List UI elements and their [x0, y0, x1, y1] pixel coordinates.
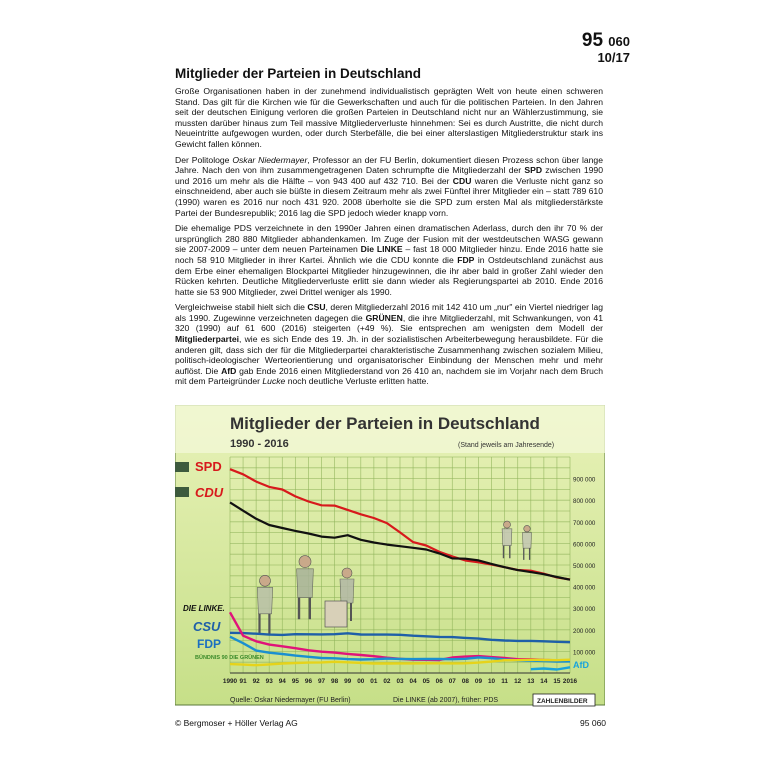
- label-marker-cdu: [175, 487, 189, 497]
- x-tick-label: 09: [474, 678, 483, 685]
- x-tick-label: 05: [422, 678, 430, 685]
- x-tick-label: 15: [553, 678, 561, 685]
- figure-body: [502, 529, 512, 546]
- issue-number: 10/17: [597, 50, 630, 65]
- x-tick-label: 10: [487, 678, 496, 685]
- figure-head: [504, 521, 511, 528]
- page-number-block: [582, 30, 630, 65]
- figure-head: [342, 568, 352, 578]
- y-tick-label: 800 000: [573, 498, 596, 506]
- y-tick-label: 600 000: [573, 541, 596, 549]
- x-tick-label: 00: [357, 678, 365, 685]
- y-tick-label: 700 000: [573, 519, 596, 527]
- paragraph-3: Die ehemalige PDS verzeichnete in den 1990er Jahren einen dramatischen Aderlass, durch den ihr 70 % der ursprünglich 280 880 Mitglieder abhandenkamen. Im Zuge der Fusion mit der westdeutschen WASG gewann sie 2007-2009 – unter dem neuen Parteinamen Die LINKE – fast 18 000 Mitglieder hinzu. Ende 2016 hatte sie noch 58 910 Mitglieder in ihrer Kartei. Ähnlich wie die CDU konnte die FDP in Ostdeutschland zunächst aus dem Erbe einer ehemaligen Blockpartei Mitglieder hinzugewinnen, die ihr aber bald in großer Zahl wieder den Rücken kehrten. Deutliche Mitgliederverluste erlitt sie dann wieder als Regierungspartei ab 2010. Ende 2016 hatte sie 53 900 Mitglieder, zwei Drittel weniger als 1990.: [175, 223, 603, 297]
- label-afd: AfD: [573, 660, 589, 670]
- x-tick-label: 13: [527, 678, 535, 685]
- x-tick-label: 06: [435, 678, 443, 685]
- chart-note: (Stand jeweils am Jahresende): [458, 442, 555, 449]
- chart-subtitle: 1990 - 2016: [230, 438, 289, 450]
- article-headline: Mitglieder der Parteien in Deutschland: [175, 66, 422, 81]
- x-tick-label: 14: [540, 678, 548, 685]
- y-tick-label: 500 000: [573, 563, 596, 570]
- label-spd: SPD: [195, 459, 222, 474]
- x-tick-label: 94: [278, 678, 286, 685]
- article-body: [175, 86, 603, 392]
- figure-body: [297, 569, 314, 598]
- y-tick-label: 200 000: [573, 627, 596, 635]
- x-tick-label: 91: [239, 678, 247, 685]
- label-linke: DIE LINKE.: [183, 604, 225, 613]
- x-tick-label: 01: [370, 678, 378, 685]
- x-tick-label: 96: [304, 678, 313, 685]
- x-tick-label: 02: [383, 678, 391, 685]
- x-tick-label: 99: [344, 678, 352, 685]
- publisher-credit: © Bergmoser + Höller Verlag AG: [175, 718, 298, 728]
- label-fdp: FDP: [197, 637, 221, 651]
- chart-title: Mitglieder der Parteien in Deutschland: [230, 414, 540, 433]
- membership-line-chart: [175, 405, 605, 715]
- figure-body: [257, 587, 272, 613]
- y-tick-label: 100 000: [573, 649, 596, 657]
- x-tick-label: 1990: [222, 678, 238, 685]
- paragraph-1: Große Organisationen haben in der zunehmend individualistisch geprägten Welt von heute einen schweren Stand. Das gilt für die Kirchen wie für die Gewerkschaften und auch für die politischen Parteien. In den Jahren seit der deutschen Einigung verloren die großen Parteien in Deutschland nicht nur an Wählerzustimmung, sie mussten darüber hinaus zum Teil massive Mitgliederverluste hinnehmen: Sei es durch Austritte, die nicht durch Neueintritte aufgewogen wurden, oder durch Sterbefälle, die bei einer alterslastigen Mitgliederstruktur stark ins Gewicht fallen können.: [175, 86, 603, 149]
- x-tick-label: 11: [501, 678, 508, 685]
- x-tick-label: 2016: [562, 678, 578, 685]
- x-tick-label: 03: [396, 678, 404, 685]
- figure-head: [299, 556, 311, 568]
- chart-source: Quelle: Oskar Niedermayer (FU Berlin): [230, 697, 351, 704]
- label-cdu: CDU: [195, 485, 224, 500]
- figure-head: [524, 525, 531, 532]
- sheet-number: 95 060: [581, 30, 630, 51]
- paragraph-4: Vergleichweise stabil hielt sich die CSU, deren Mitgliederzahl 2016 mit 142 410 um „nur" ein Viertel niedriger lag als 1990. Zugewinne verzeichneten dagegen die GRÜNEN, die ihre Mitgliederzahl, mit Schwankungen, von 41 320 (1990) auf 61 600 (2016) steigerten (+49 %). Sie entsprechen am wenigsten dem Modell der Mitgliederpartei, wie es sich Ende des 19. Jh. in der sozialistischen Arbeiterbewegung herausbildete. Für die anderen gilt, dass sich der für die Mitgliederpartei charakteristische Zusammenhang zwischen sozialem Milieu, politisch-ideologischer Werteorientierung und organisatorischer Einbindung der Menschen mehr und mehr auflöst. Die AfD gab Ende 2016 einen Mitgliederstand von 26 410 an, nachdem sie im Vorjahr nach dem Bruch mit dem Parteigründer Lucke noch deutliche Verluste erlitten hatte.: [175, 302, 603, 387]
- y-tick-label: 300 000: [573, 606, 596, 614]
- publisher-logo-text: ZAHLENBILDER: [537, 698, 588, 705]
- x-tick-label: 12: [514, 678, 522, 685]
- y-axis-ticks: [573, 477, 596, 657]
- x-tick-label: 04: [409, 678, 417, 685]
- figure-body: [340, 579, 354, 603]
- label-csu: CSU: [193, 619, 221, 634]
- x-tick-label: 07: [448, 678, 456, 685]
- chart-container: [175, 405, 605, 715]
- y-tick-label: 900 000: [573, 476, 596, 484]
- footer-sheet-number: 95 060: [580, 718, 607, 728]
- x-tick-label: 97: [317, 678, 326, 685]
- x-tick-label: 98: [331, 678, 339, 685]
- label-gruene: BÜNDNIS 90 DIE GRÜNEN: [195, 655, 264, 661]
- x-tick-label: 93: [265, 678, 273, 685]
- chart-source-note: Die LINKE (ab 2007), früher: PDS: [393, 697, 499, 704]
- y-tick-label: 400 000: [573, 584, 596, 592]
- x-tick-label: 92: [252, 678, 260, 685]
- figure-head: [260, 575, 271, 586]
- x-tick-label: 08: [461, 678, 469, 685]
- figure-body: [522, 533, 531, 549]
- paragraph-2: Der Politologe Oskar Niedermayer, Professor an der FU Berlin, dokumentiert diesen Prozess schon über lange Jahre. Nach den von ihm zusammengetragenen Daten schrumpfte die Mitgliederzahl der SPD zwischen 1990 und 2016 um mehr als die Hälfte – von 943 400 auf 432 710. Bei der CDU waren die Verluste nicht ganz so einschneidend, aber auch sie büßte in diesem Zeitraum mehr als zwei Fünftel ihrer Mitglieder ein – statt 789 610 (1990) waren es 2016 nur noch 431 920. 2008 überholte sie die SPD zum ersten Mal als mitgliederstärkste Partei der Bundesrepublik; 2016 lag die SPD jedoch wieder knapp vorn.: [175, 154, 603, 218]
- podium: [325, 601, 347, 627]
- x-tick-label: 95: [291, 678, 299, 685]
- label-marker-spd: [175, 462, 189, 472]
